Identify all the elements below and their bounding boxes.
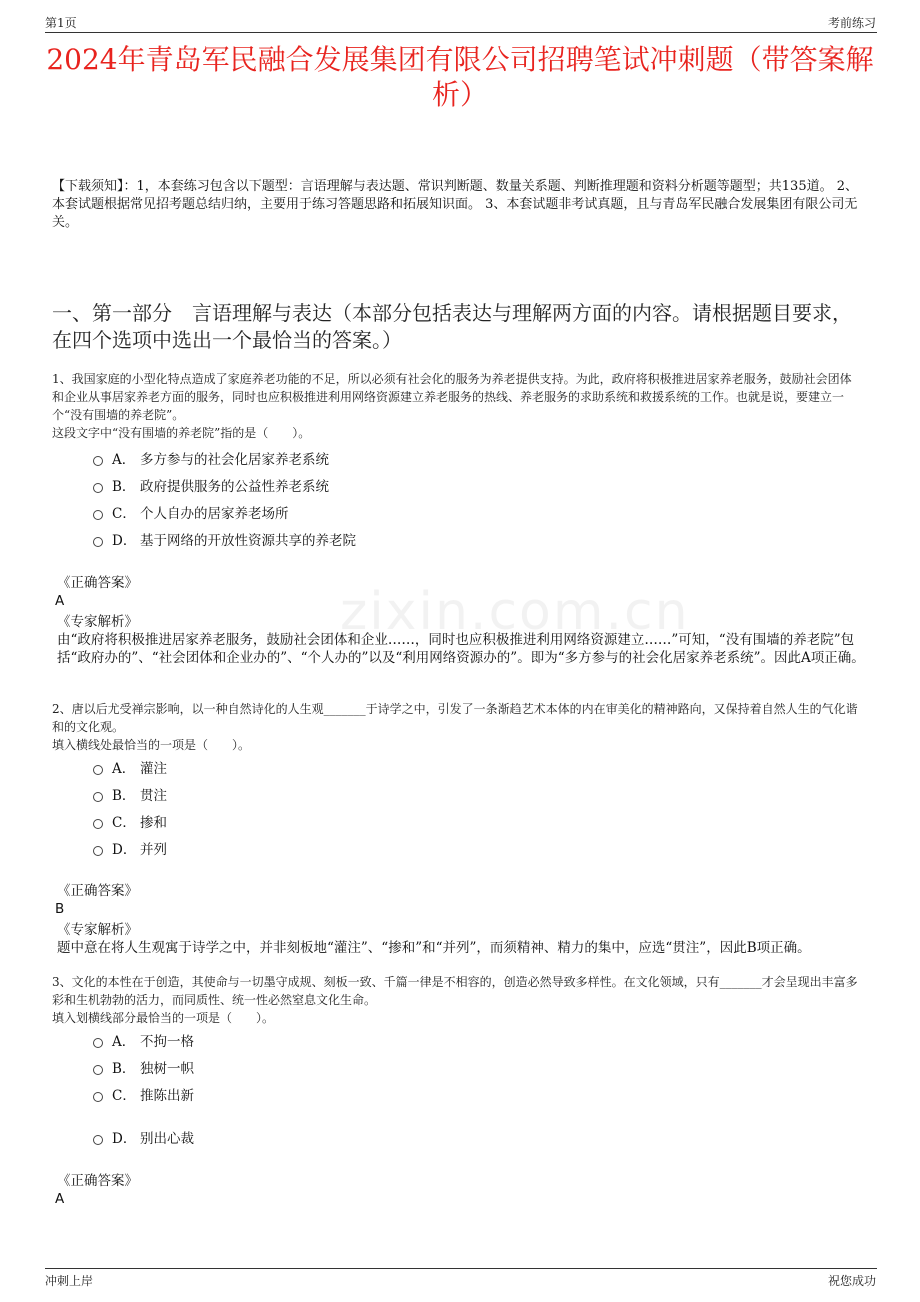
radio-icon[interactable] (93, 537, 103, 547)
option-1a[interactable]: A． 多方参与的社会化居家养老系统 (93, 451, 329, 469)
analysis-label: 《专家解析》 (57, 922, 138, 938)
radio-icon[interactable] (93, 456, 103, 466)
radio-icon[interactable] (93, 1065, 103, 1075)
radio-icon[interactable] (93, 483, 103, 493)
page-number: 第1页 (45, 16, 77, 30)
answer-label: 《正确答案》 (57, 575, 138, 591)
download-notice: 【下载须知】：1，本套练习包含以下题型：言语理解与表达题、常识判断题、数量关系题、判断推理题和资料分析题等题型；共135道。 2、本套试题根据常见招考题总结归纳，主要用于练习答题思路和拓展知识面。 3、本套试题非考试真题，且与青岛军民融合发展集团有限公司无关。 (52, 179, 858, 230)
answer-value: A (55, 1191, 65, 1207)
option-3c[interactable]: C． 推陈出新 (93, 1087, 194, 1105)
question-prompt: 填入划横线部分最恰当的一项是（ ）。 (52, 1011, 275, 1025)
question-stem: 2、唐以后尤受禅宗影响，以一种自然诗化的人生观_______于诗学之中，引发了一条渐趋艺术本体的内在审美化的精神路向，又保持着自然人生的气化谐和的文化观。 (52, 702, 858, 734)
question-prompt: 填入横线处最恰当的一项是（ ）。 (52, 738, 251, 752)
option-1b[interactable]: B． 政府提供服务的公益性养老系统 (93, 478, 329, 496)
footer-right-label: 祝您成功 (827, 1274, 876, 1288)
question-prompt: 这段文字中“没有围墙的养老院”指的是（ ）。 (52, 426, 311, 440)
question-stem: 1、我国家庭的小型化特点造成了家庭养老功能的不足，所以必须有社会化的服务为养老提供支持。为此，政府将积极推进居家养老服务，鼓励社会团体和企业从事居家养老方面的服务，同时也应积极推进利用网络资源建立养老服务的热线、养老服务的求助系统和救援系统的工作。也就是说，要建立一个“没有围墙的养老院”。 (52, 372, 852, 422)
question-3 (52, 973, 862, 1027)
radio-icon[interactable] (93, 1038, 103, 1048)
option-2a[interactable]: A． 灌注 (93, 760, 167, 778)
header-divider (45, 32, 877, 33)
option-1d[interactable]: D． 基于网络的开放性资源共享的养老院 (93, 532, 356, 550)
watermark: zixin.com.cn (340, 582, 690, 642)
option-3a[interactable]: A． 不拘一格 (93, 1033, 194, 1051)
option-3d[interactable]: D． 别出心裁 (93, 1130, 194, 1148)
document-title: 2024年青岛军民融合发展集团有限公司招聘笔试冲刺题（带答案解析） (46, 43, 874, 111)
answer-value: B (55, 901, 65, 917)
radio-icon[interactable] (93, 1135, 103, 1145)
option-2d[interactable]: D． 并列 (93, 841, 167, 859)
question-1 (52, 370, 862, 442)
question-stem: 3、文化的本性在于创造，其使命与一切墨守成规、刻板一致、千篇一律是不相容的，创造必然导致多样性。在文化领域，只有_______才会呈现出丰富多彩和生机勃勃的活力，而同质性、统一性必然窒息文化生命。 (52, 975, 858, 1007)
option-1c[interactable]: C． 个人自办的居家养老场所 (93, 505, 289, 523)
radio-icon[interactable] (93, 846, 103, 856)
option-3b[interactable]: B． 独树一帜 (93, 1060, 194, 1078)
header-label: 考前练习 (827, 16, 876, 30)
analysis-label: 《专家解析》 (57, 614, 138, 630)
radio-icon[interactable] (93, 1092, 103, 1102)
option-2b[interactable]: B． 贯注 (93, 787, 167, 805)
analysis-text: 题中意在将人生观寓于诗学之中，并非刻板地“灌注”、“掺和”和“并列”，而须精神、精力的集中，应选“贯注”，因此B项正确。 (57, 940, 811, 956)
radio-icon[interactable] (93, 765, 103, 775)
radio-icon[interactable] (93, 510, 103, 520)
analysis-text: 由“政府将积极推进居家养老服务，鼓励社会团体和企业……，同时也应积极推进利用网络资源建立……”可知，“没有围墙的养老院”包括“政府办的”、“社会团体和企业办的”、“个人办的”以及“利用网络资源办的”。即为“多方参与的社会化居家养老系统”。因此A项正确。 (57, 632, 865, 666)
section-heading: 一、第一部分 言语理解与表达（本部分包括表达与理解两方面的内容。请根据题目要求，在四个选项中选出一个最恰当的答案。） (52, 301, 852, 352)
option-2c[interactable]: C． 掺和 (93, 814, 167, 832)
answer-label: 《正确答案》 (57, 883, 138, 899)
footer-divider (45, 1268, 877, 1269)
radio-icon[interactable] (93, 819, 103, 829)
footer-left-label: 冲刺上岸 (45, 1274, 94, 1288)
question-2 (52, 700, 862, 754)
answer-label: 《正确答案》 (57, 1173, 138, 1189)
radio-icon[interactable] (93, 792, 103, 802)
answer-value: A (55, 593, 65, 609)
